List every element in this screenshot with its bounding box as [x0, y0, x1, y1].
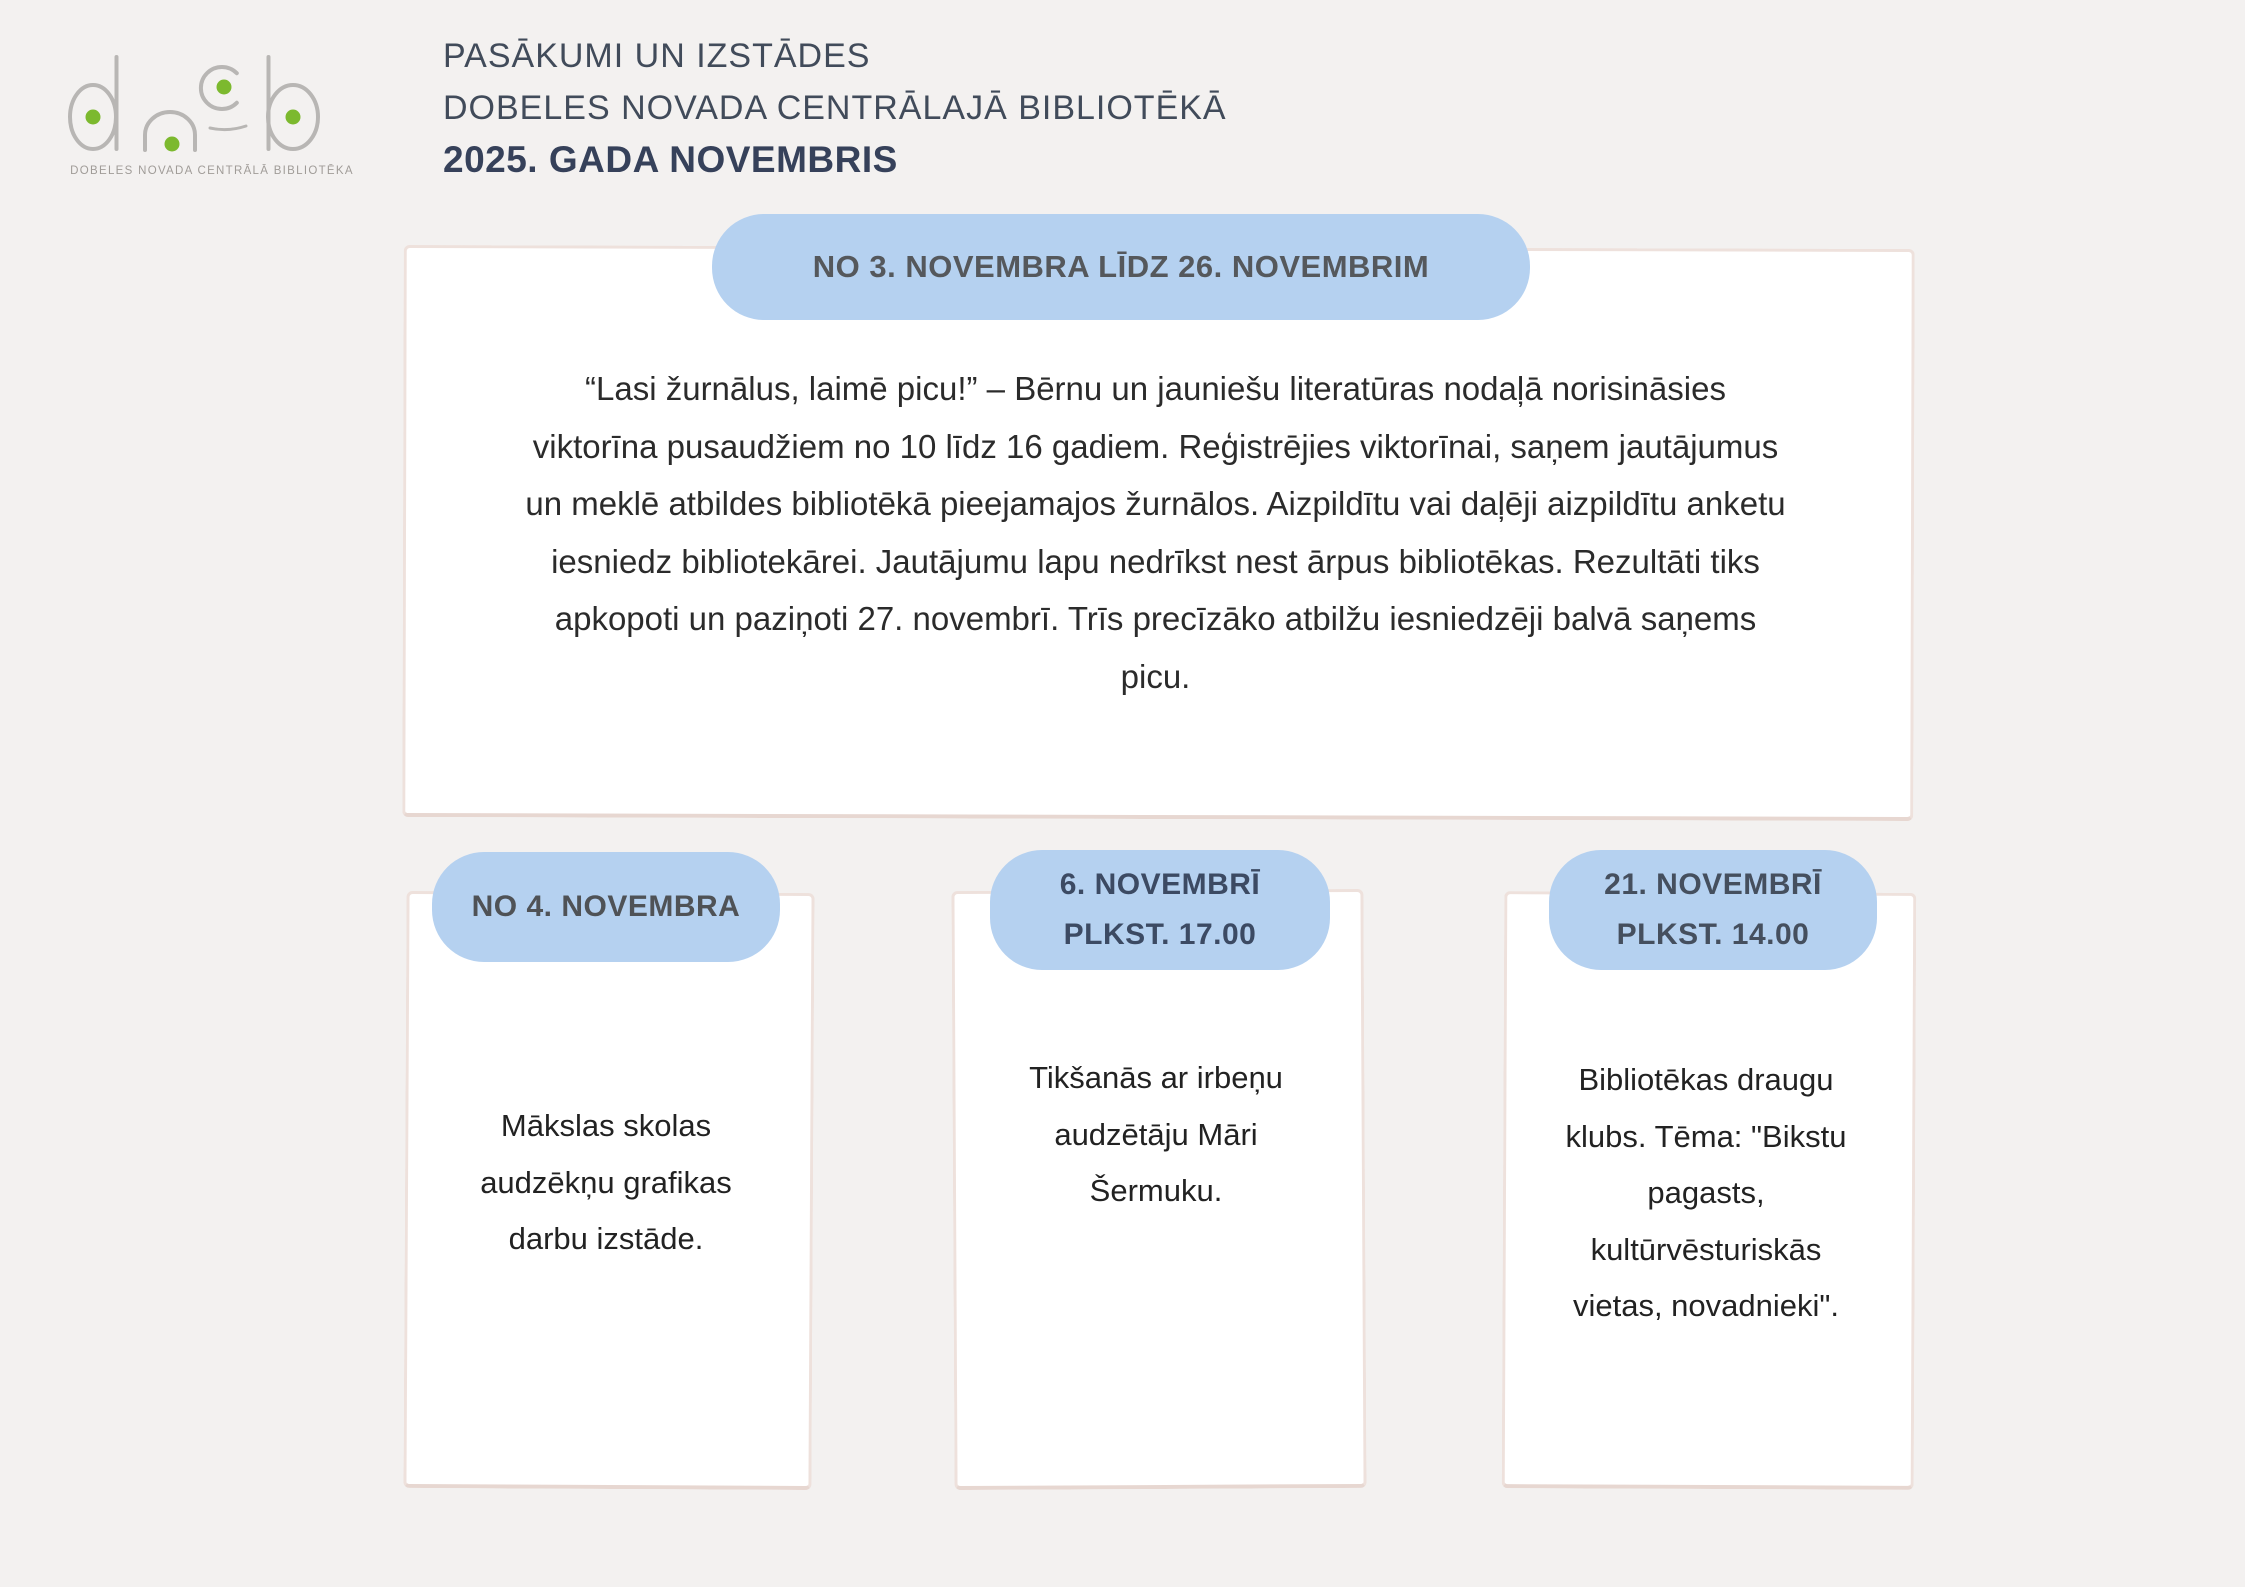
event-description: Bibliotēkas draugu klubs. Tēma: "Bikstu pagasts, kultūrvēsturiskās vietas, novadnieki".	[1565, 1062, 1847, 1323]
feature-date-badge: NO 3. NOVEMBRA LĪDZ 26. NOVEMBRIM	[712, 214, 1530, 320]
badge-date-line: NO 4. NOVEMBRA	[471, 890, 741, 923]
event-description: Mākslas skolas audzēkņu grafikas darbu izstāde.	[480, 1108, 732, 1256]
badge-date-line: 6. NOVEMBRĪ	[1059, 868, 1261, 901]
header-line-library: DOBELES NOVADA CENTRĀLAJĀ BIBLIOTĒKĀ	[443, 89, 1227, 127]
event-date-badge	[432, 852, 780, 962]
event-date-badge	[990, 850, 1330, 970]
feature-event-description: “Lasi žurnālus, laimē picu!” – Bērnu un jauniešu literatūras nodaļā norisināsies viktorīna pusaudžiem no 10 līdz 16 gadiem. Reģistrējies viktorīnai, saņem jautājumus un meklē atbildes bibliotēkā pieejamajos žurnālos. Aizpildītu vai daļēji aizpildītu anketu iesniedz bibliotekārei. Jautājumu lapu nedrīkst nest ārpus bibliotēkas. Rezultāti tiks apkopoti un paziņoti 27. novembrī. Trīs precīzāko atbilžu iesniedzēji balvā saņems picu.	[525, 370, 1786, 695]
poster-header	[443, 30, 1543, 186]
event-date-badge	[1549, 850, 1877, 970]
library-logo-dncb-icon	[60, 42, 362, 164]
header-line-events: PASĀKUMI UN IZSTĀDES	[443, 37, 871, 75]
badge-time-line: PLKST. 17.00	[1063, 918, 1257, 951]
event-description: Tikšanās ar irbeņu audzētāju Māri Šermuku.	[1029, 1060, 1283, 1208]
badge-time-line: PLKST. 14.00	[1616, 918, 1810, 951]
logo-tagline: DOBELES NOVADA CENTRĀLĀ BIBLIOTĒKA	[70, 165, 354, 177]
badge-date-line: 21. NOVEMBRĪ	[1604, 868, 1822, 901]
header-line-month: 2025. GADA NOVEMBRIS	[443, 139, 898, 180]
